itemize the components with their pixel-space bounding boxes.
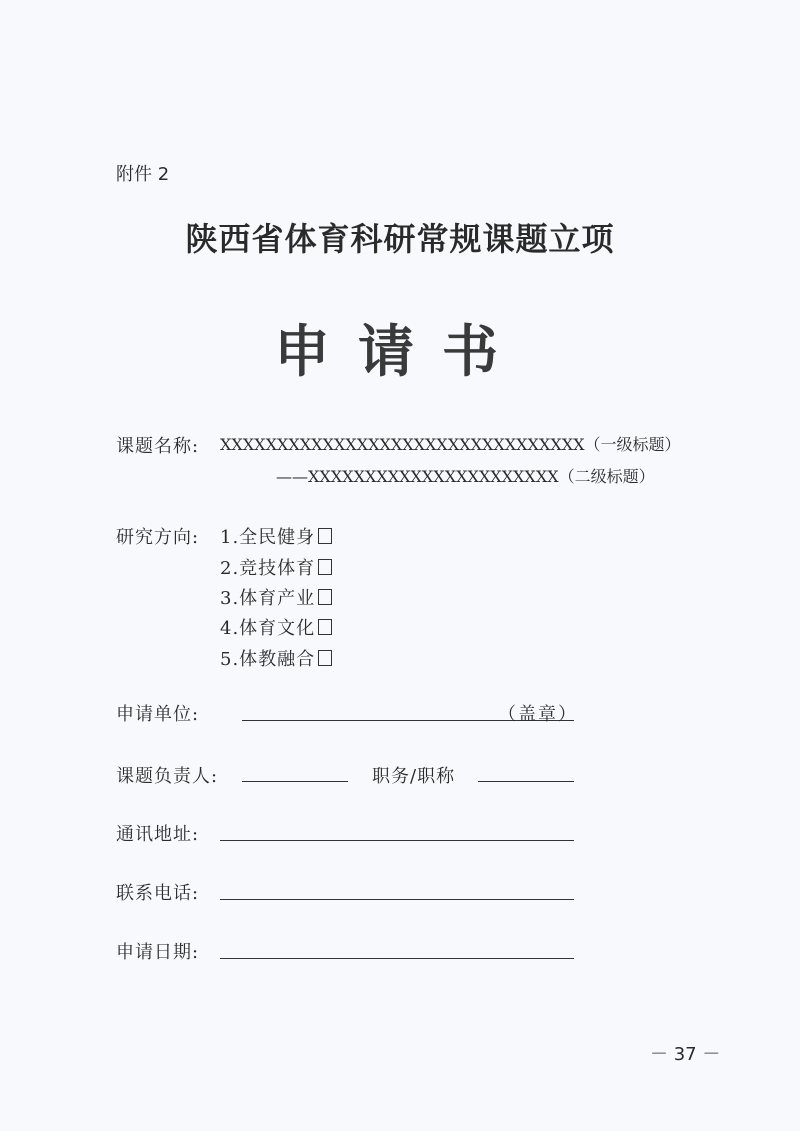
unit-label: 申请单位: [116,704,200,725]
direction-option-label: 5.体教融合 [220,649,316,670]
topic-primary-title: XXXXXXXXXXXXXXXXXXXXXXXXXXXXXXXX（一级标题） [220,435,681,454]
address-label: 通讯地址: [116,824,200,845]
position-label: 职务/职称 [372,766,456,787]
topic-secondary-title: ——XXXXXXXXXXXXXXXXXXXXXX（二级标题） [276,467,655,486]
date-label: 申请日期: [116,942,200,963]
direction-option-label: 3.体育产业 [220,588,316,609]
seal-note: （盖章） [498,704,578,725]
direction-option[interactable] [220,554,332,580]
leader-label: 课题负责人: [116,766,219,787]
topic-label: 课题名称: [116,436,200,457]
checkbox[interactable] [318,619,332,635]
direction-option[interactable] [220,645,332,671]
document-title: 陕西省体育科研常规课题立项 [185,220,615,258]
direction-option-label: 1.全民健身 [220,527,316,548]
direction-option[interactable] [220,523,332,549]
leader-field-line[interactable] [242,781,348,782]
page-number: － 37 － [650,1044,721,1065]
position-field-line[interactable] [478,781,574,782]
checkbox[interactable] [318,528,332,544]
direction-label: 研究方向: [116,527,200,548]
date-field-line[interactable] [220,958,574,959]
checkbox[interactable] [318,589,332,605]
direction-option[interactable] [220,584,332,610]
direction-option[interactable] [220,614,332,640]
direction-option-label: 2.竞技体育 [220,558,316,579]
attachment-label: 附件 2 [116,164,170,185]
checkbox[interactable] [318,559,332,575]
checkbox[interactable] [318,650,332,666]
phone-field-line[interactable] [220,899,574,900]
direction-option-label: 4.体育文化 [220,618,316,639]
document-subtitle: 申请书 [274,319,526,385]
address-field-line[interactable] [220,840,574,841]
phone-label: 联系电话: [116,883,200,904]
